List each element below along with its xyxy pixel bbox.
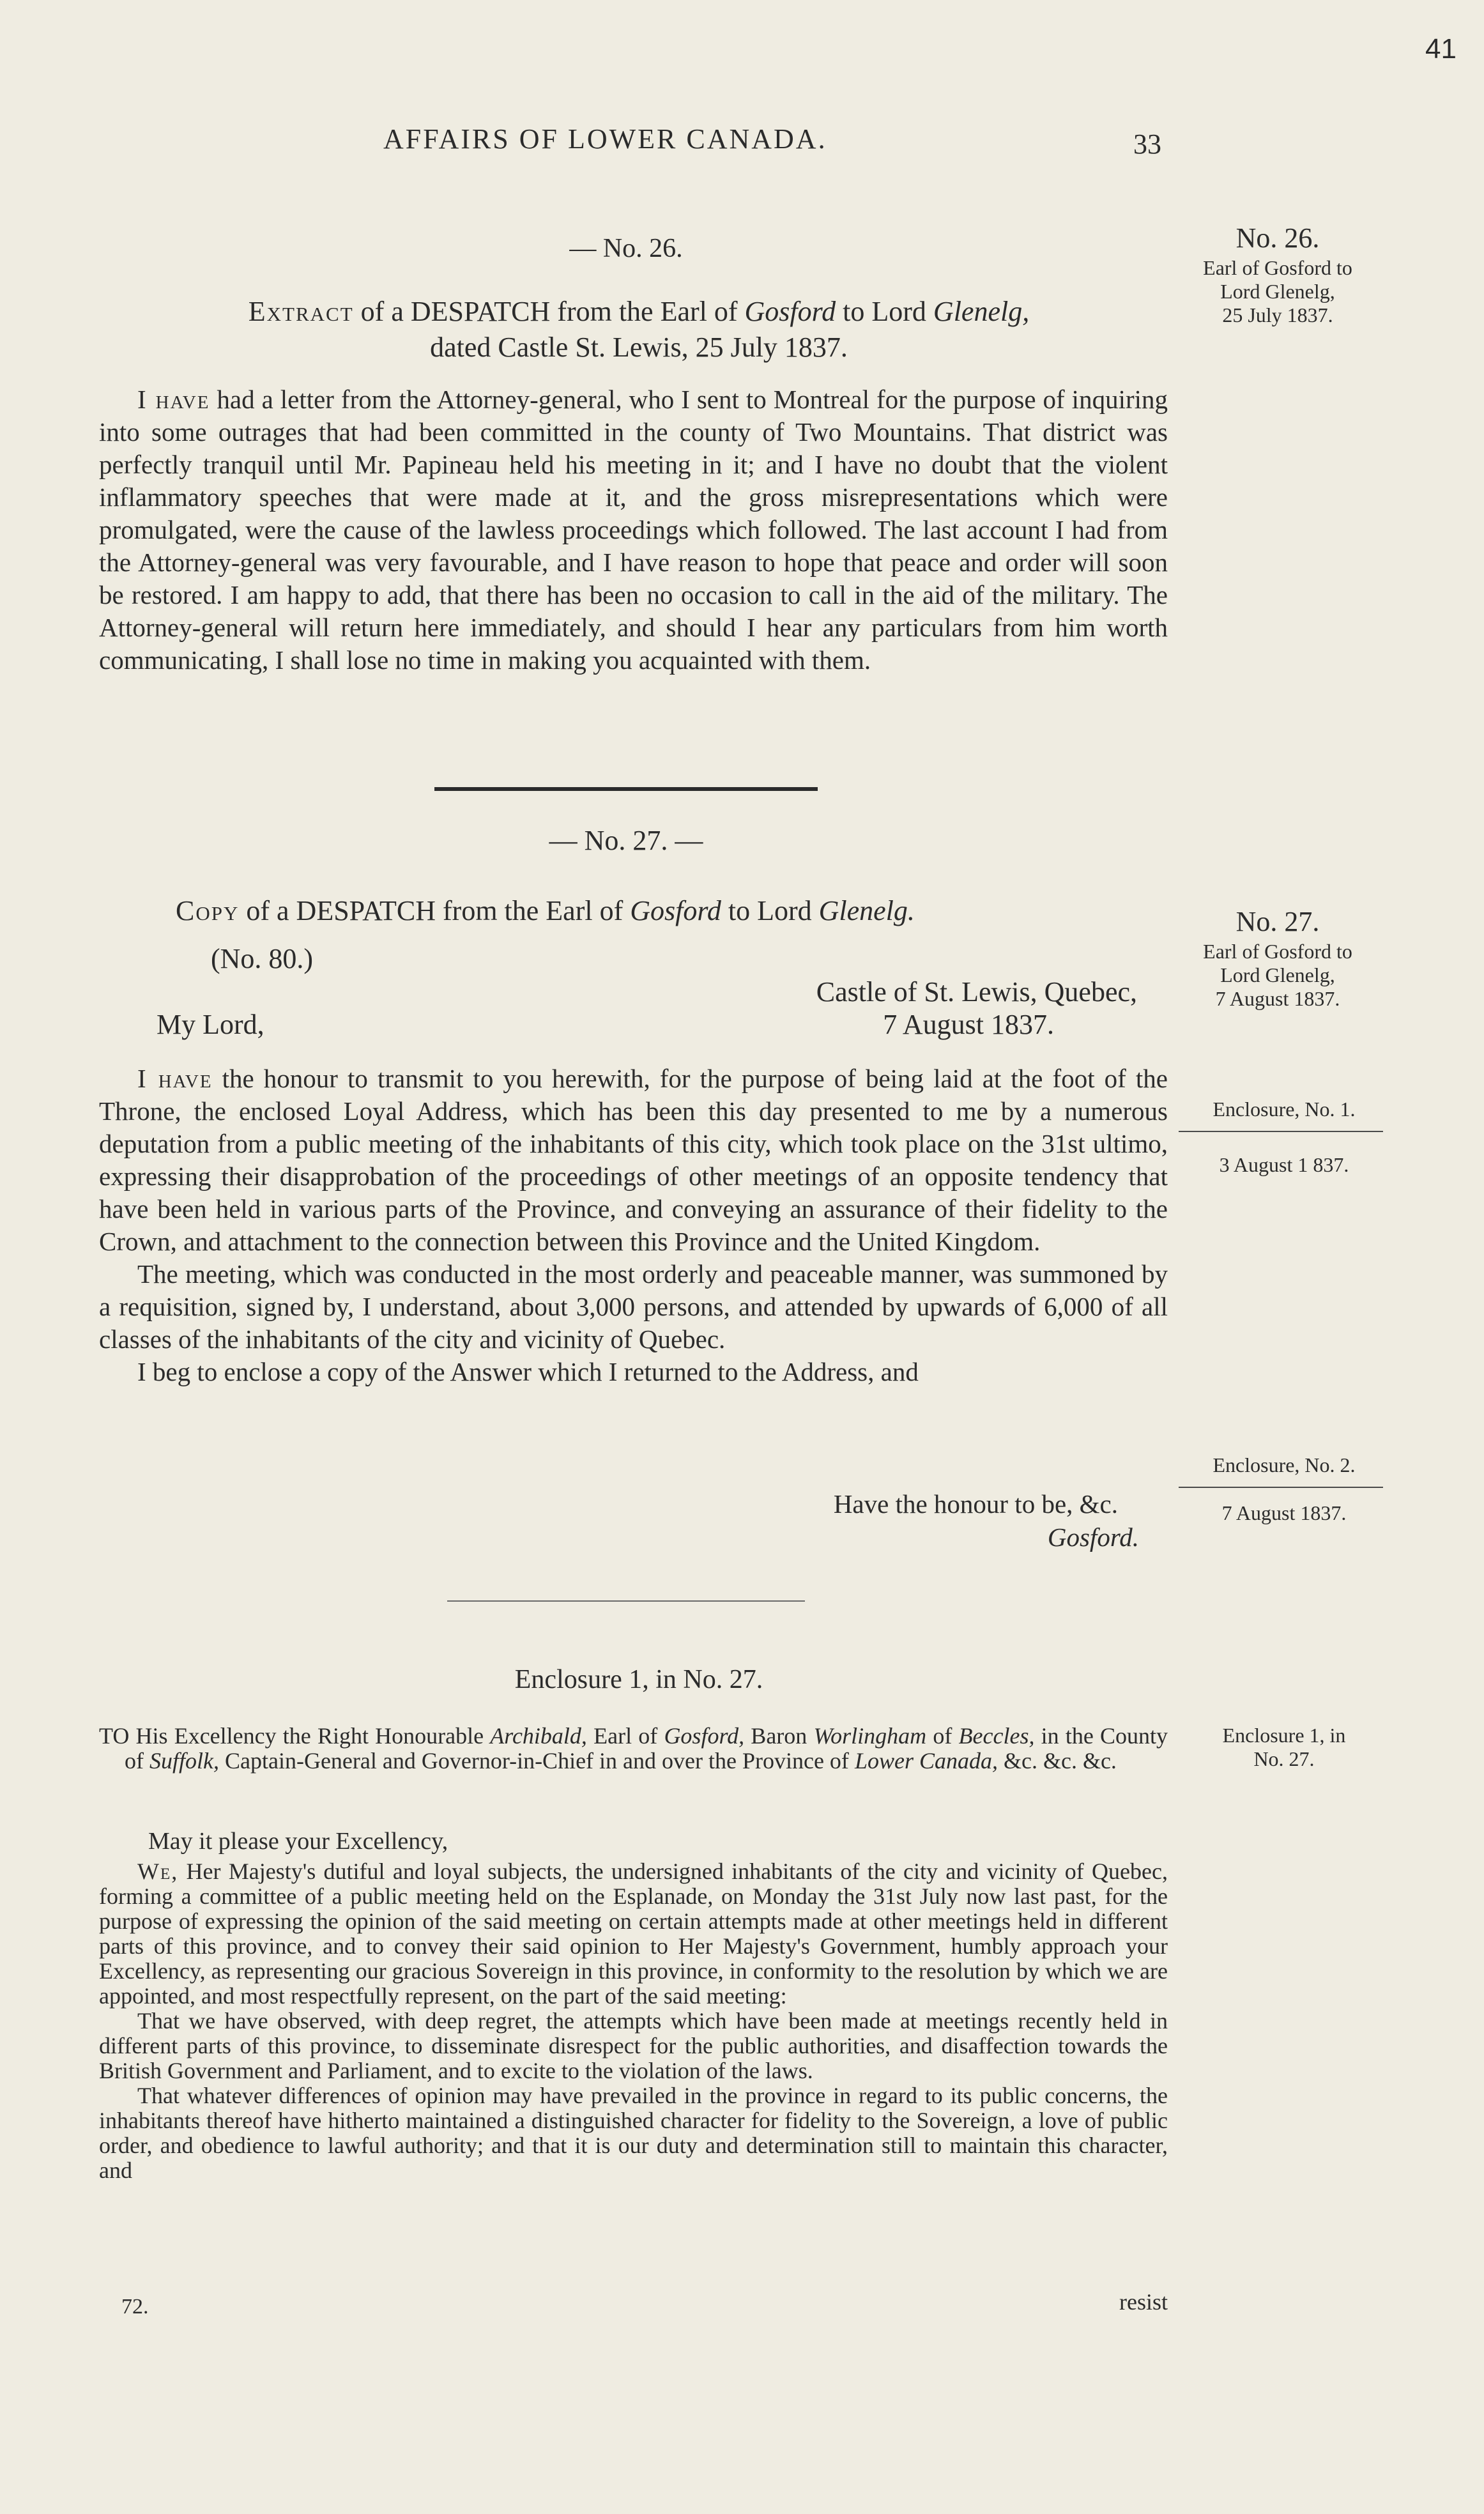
page-number: 33: [1133, 128, 1161, 160]
enclosure-body: [99, 1859, 1168, 2183]
no26-margin-line: Lord Glenelg,: [1220, 280, 1335, 303]
no27-heading: — No. 27. —: [549, 825, 703, 856]
no26-title-line2: dated Castle St. Lewis, 25 July 1837.: [430, 332, 848, 363]
address-text: TO His Excellency the Right Honourable: [99, 1723, 491, 1749]
enclosure-2-label: Enclosure, No. 2.: [1212, 1453, 1356, 1476]
no26-title-text-a: of a DESPATCH from the Earl of: [353, 296, 745, 327]
no27-signature: Gosford.: [1047, 1522, 1139, 1552]
folio-number: 41: [1425, 33, 1457, 65]
no27-salutation: My Lord,: [157, 1009, 264, 1040]
enclosure-1-label: Enclosure, No. 1.: [1212, 1098, 1356, 1121]
running-head: AFFAIRS OF LOWER CANADA.: [383, 123, 827, 155]
no27-title-text-a: of a DESPATCH from the Earl of: [239, 895, 631, 926]
enclosure-2-rule: [1179, 1487, 1383, 1488]
address-gosford: Gosford,: [664, 1723, 745, 1749]
no27-title-text-b: to Lord: [721, 895, 819, 926]
no26-margin-note: [1169, 220, 1386, 327]
no27-margin-note: [1169, 904, 1386, 1011]
no26-para-text: had a letter from the Attorney-general, who I sent to Montreal for the purpose of inquiring into some outrages that had been committed in the county of Two Mountains. That district was perfectly tranquil until Mr. Papineau held his meeting in it; and I have no doubt that the violent inflammatory speeches that were made at it, and the gross misrepresentations which were promulgated, were the cause of the lawless proceedings which followed. The last account I had from the Attorney-general was very favourable, and I have reason to hope that peace and order will soon be restored. I am happy to add, that there has been no occasion to call in the aid of the military. The Attorney-general will return here immediately, and should I hear any particulars from him worth communicating, I shall lose no time in making you acquainted with them.: [99, 385, 1168, 675]
enclosure-paragraph: That we have observed, with deep regret, the attempts which have been made at meetings recently held in different parts of this province, to disseminate disrespect for the public authorities, and disaffection towards the British Government and Parliament, and to excite to the violation of the laws.: [99, 2008, 1168, 2083]
enclosure-paragraph: That whatever differences of opinion may have prevailed in the province in regard to its public concerns, the inhabitants thereof have hitherto maintained a distinguished character for fidelity to the Sovereign, a love of public order, and obedience to lawful authority; and that it is our duty and determination still to maintain this character, and: [99, 2083, 1168, 2183]
no27-paragraph: The meeting, which was conducted in the most orderly and peaceable manner, was summoned by a requisition, signed by, I understand, about 3,000 persons, and attended by upwards of 6,000 of all classes of the inhabitants of the city and vicinity of Quebec.: [99, 1259, 1168, 1354]
address-text: Captain-General and Governor-in-Chief in and over the Province of: [218, 1748, 855, 1774]
address-worlingham: Worlingham: [813, 1723, 927, 1749]
address-text: Baron: [744, 1723, 814, 1749]
enclosure-1-rule: [1179, 1131, 1383, 1132]
signature-mark: 72.: [121, 2295, 149, 2319]
no26-title-gosford: Gosford: [744, 296, 836, 327]
enclosure-salutation: May it please your Excellency,: [148, 1828, 448, 1855]
no27-para-lead: I have: [137, 1064, 213, 1093]
enclosure-para-text: Her Majesty's dutiful and loyal subjects, the undersigned inhabitants of the city and vicinity of Quebec, forming a committee of a public meeting held on the Esplanade, on Monday the 31st July now last past, for the purpose of expressing the opinion of the said meeting on certain attempts made at other meetings held in different parts of this province, and to convey their said opinion to Her Majesty's Government, humbly approach your Excellency, as representing our gracious Sovereign in this province, in conformity to the resolution by which we are appointed, and most respectfully represent, on the part of the said meeting:: [99, 1859, 1168, 2009]
enclosure-heading: Enclosure 1, in No. 27.: [514, 1665, 763, 1694]
no26-heading: — No. 26.: [569, 234, 683, 263]
no27-title: [176, 894, 915, 927]
enclosure-para-lead: We,: [137, 1859, 179, 1884]
no26-margin-line: 25 July 1837.: [1222, 303, 1333, 326]
no27-title-gosford: Gosford: [630, 895, 721, 926]
no26-title-lead: Extract: [248, 296, 354, 327]
enclosure-margin-line: Enclosure 1, in: [1222, 1724, 1346, 1747]
no27-dispatch-number: (No. 80.): [211, 943, 314, 974]
no27-margin-line: 7 August 1837.: [1215, 987, 1340, 1010]
enclosure-margin-line: No. 27.: [1253, 1747, 1315, 1770]
enclosure-1-date: 3 August 1 837.: [1219, 1153, 1349, 1176]
no27-body: [99, 1062, 1168, 1388]
no26-title-text-b: to Lord: [836, 296, 933, 327]
no26-title: [128, 294, 1150, 365]
address-text: in the County of: [125, 1723, 1168, 1774]
no27-margin-line: Earl of Gosford to: [1203, 940, 1352, 963]
no26-title-glenelg: Glenelg,: [933, 296, 1030, 327]
no27-closing: Have the honour to be, &c.: [833, 1489, 1118, 1519]
no27-place: Castle of St. Lewis, Quebec,: [816, 976, 1137, 1008]
no27-margin-heading: No. 27.: [1235, 906, 1320, 937]
address-text: &c. &c. &c.: [997, 1748, 1117, 1774]
no26-para-lead: I have: [137, 385, 210, 414]
address-lower-canada: Lower Canada,: [854, 1748, 998, 1774]
no27-date: 7 August 1837.: [883, 1009, 1054, 1040]
no26-paragraph: [99, 383, 1168, 677]
no27-title-lead: Copy: [176, 895, 240, 926]
address-archibald: Archibald,: [490, 1723, 587, 1749]
no26-margin-heading: No. 26.: [1235, 222, 1320, 254]
enclosure-2-date: 7 August 1837.: [1221, 1501, 1347, 1524]
no27-para-text: the honour to transmit to you herewith, for the purpose of being laid at the foot of the Throne, the enclosed Loyal Address, which has been this day presented to me by a numerous deputation from a public meeting of the inhabitants of this city, which took place on the 31st ultimo, expressing their disapprobation of the proceedings of other meetings of an opposite tendency that have been held in various parts of the Province, and conveying an assurance of their fidelity to the Crown, and attachment to the connection between this Province and the United Kingdom.: [99, 1064, 1168, 1256]
address-text: of: [926, 1723, 959, 1749]
section-divider-thick: [434, 787, 818, 791]
enclosure-margin-note: [1179, 1724, 1389, 1771]
section-divider-thin: [447, 1600, 805, 1602]
address-text: Earl of: [586, 1723, 664, 1749]
enclosure-address: [99, 1724, 1168, 1774]
no27-paragraph: [99, 1062, 1168, 1258]
address-suffolk: Suffolk,: [149, 1748, 219, 1774]
address-beccles: Beccles,: [958, 1723, 1035, 1749]
no27-margin-line: Lord Glenelg,: [1220, 963, 1335, 986]
no26-margin-line: Earl of Gosford to: [1203, 256, 1352, 279]
no26-title-line1: [128, 294, 1150, 330]
catchword: resist: [1119, 2289, 1168, 2315]
no27-paragraph: I beg to enclose a copy of the Answer which I returned to the Address, and: [137, 1357, 919, 1386]
enclosure-paragraph: [99, 1859, 1168, 2009]
no27-title-glenelg: Glenelg.: [818, 895, 915, 926]
